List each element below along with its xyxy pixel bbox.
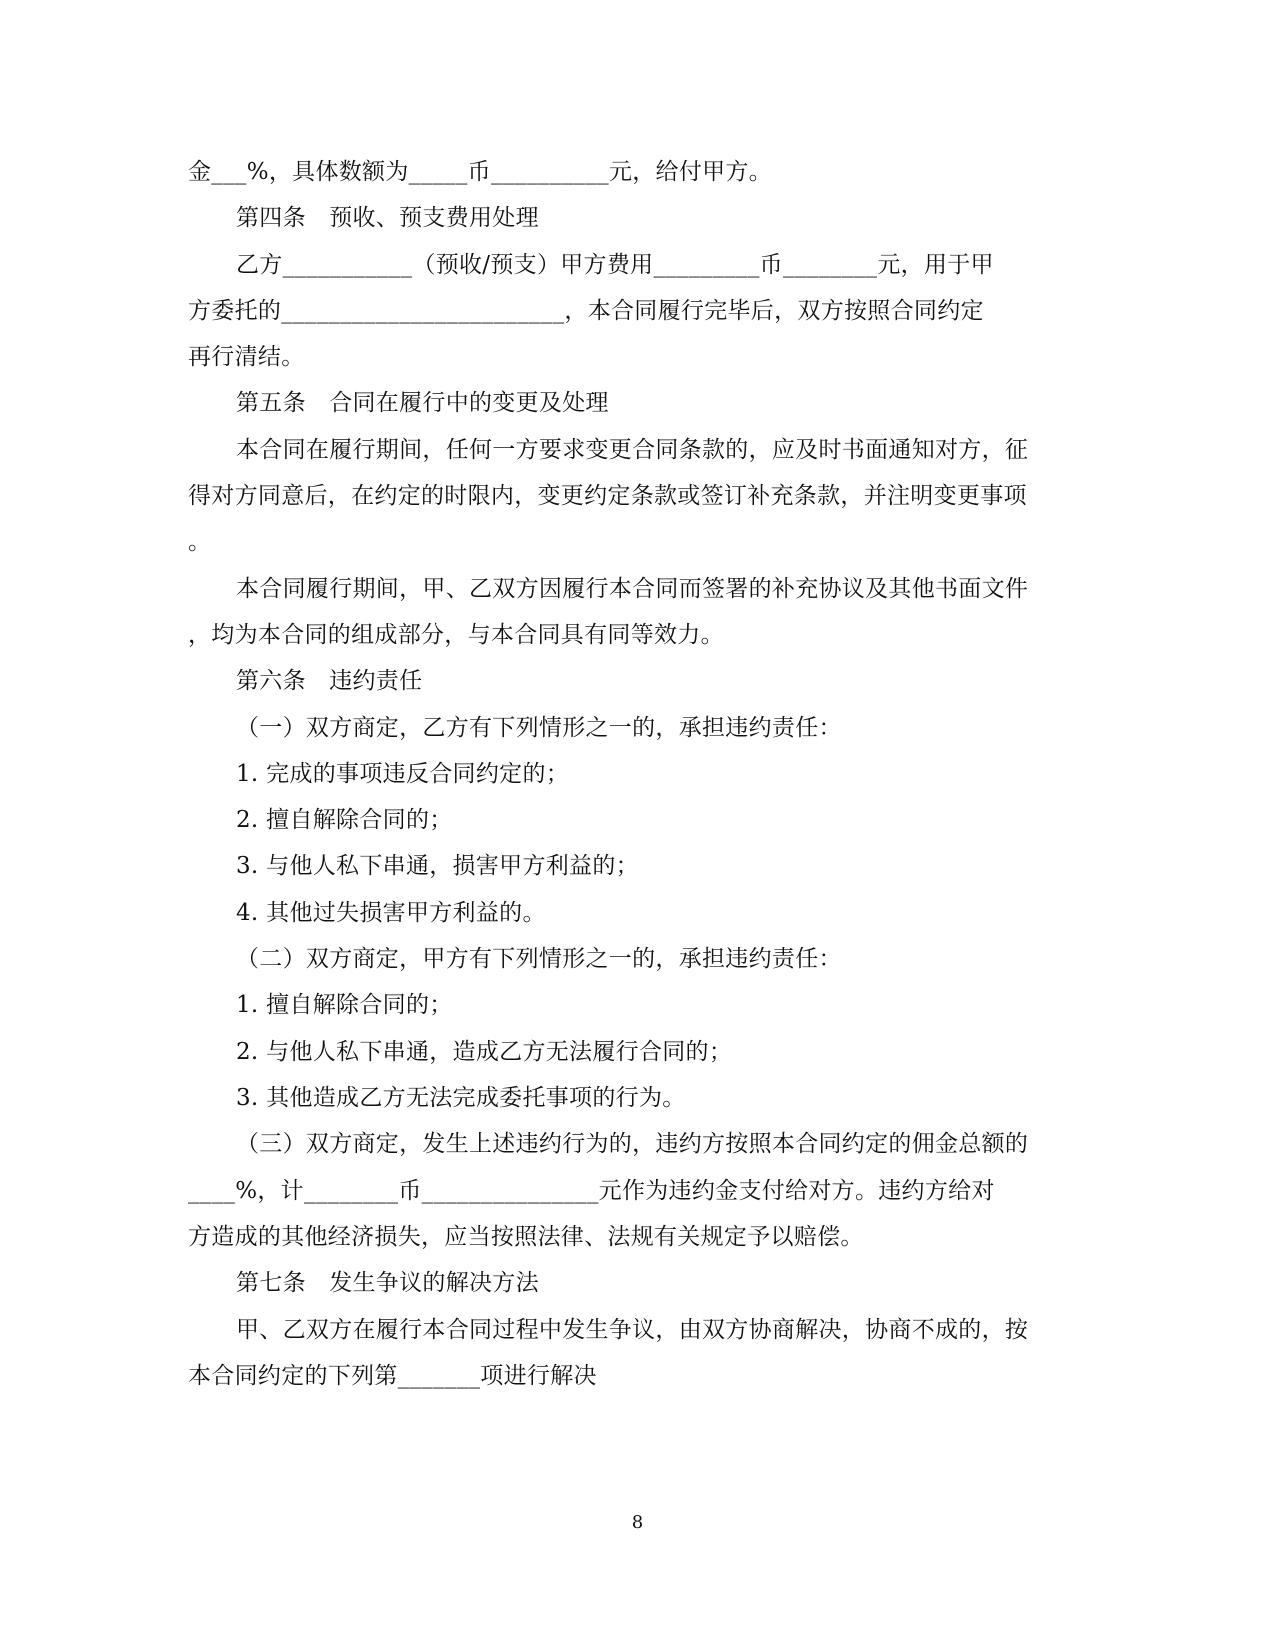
text-line: 本合同在履行期间，任何一方要求变更合同条款的，应及时书面通知对方，征 bbox=[236, 437, 1029, 463]
article-heading: 第五条 合同在履行中的变更及处理 bbox=[236, 390, 609, 416]
text-line: 本合同约定的下列第_______项进行解决 bbox=[188, 1363, 597, 1389]
list-item: 4. 其他过失损害甲方利益的。 bbox=[236, 900, 546, 926]
text-line: （一）双方商定，乙方有下列情形之一的，承担违约责任： bbox=[236, 715, 842, 741]
list-item: 3. 与他人私下串通，损害甲方利益的； bbox=[236, 853, 639, 879]
text-line: 金___%，具体数额为_____币__________元，给付甲方。 bbox=[188, 159, 773, 185]
text-line: 乙方___________（预收/预支）甲方费用_________币________元，用于甲 bbox=[236, 252, 994, 278]
list-item: 2. 擅自解除合同的； bbox=[236, 807, 453, 833]
text-line: （二）双方商定，甲方有下列情形之一的，承担违约责任： bbox=[236, 946, 842, 972]
list-item: 1. 完成的事项违反合同约定的； bbox=[236, 761, 570, 787]
text-line: 。 bbox=[188, 529, 212, 555]
article-heading: 第四条 预收、预支费用处理 bbox=[236, 205, 539, 231]
text-line: 再行清结。 bbox=[188, 344, 305, 370]
text-line: ，均为本合同的组成部分，与本合同具有同等效力。 bbox=[188, 622, 724, 648]
list-item: 1. 擅自解除合同的； bbox=[236, 992, 453, 1018]
text-line: 本合同履行期间，甲、乙双方因履行本合同而签署的补充协议及其他书面文件 bbox=[236, 576, 1029, 602]
text-line: 甲、乙双方在履行本合同过程中发生争议，由双方协商解决，协商不成的，按 bbox=[236, 1317, 1029, 1343]
page-number: 8 bbox=[631, 1512, 644, 1533]
article-heading: 第六条 违约责任 bbox=[236, 668, 423, 694]
text-line: 得对方同意后，在约定的时限内，变更约定条款或签订补充条款，并注明变更事项 bbox=[188, 483, 1027, 509]
list-item: 3. 其他造成乙方无法完成委托事项的行为。 bbox=[236, 1085, 686, 1111]
text-line: ____%，计________币_______________元作为违约金支付给对方。违约方给对 bbox=[188, 1178, 995, 1204]
article-heading: 第七条 发生争议的解决方法 bbox=[236, 1270, 539, 1296]
text-line: 方委托的________________________，本合同履行完毕后，双方按照合同约定 bbox=[188, 298, 984, 324]
text-line: （三）双方商定，发生上述违约行为的，违约方按照本合同约定的佣金总额的 bbox=[236, 1131, 1029, 1157]
text-line: 方造成的其他经济损失，应当按照法律、法规有关规定予以赔偿。 bbox=[188, 1224, 864, 1250]
list-item: 2. 与他人私下串通，造成乙方无法履行合同的； bbox=[236, 1039, 733, 1065]
